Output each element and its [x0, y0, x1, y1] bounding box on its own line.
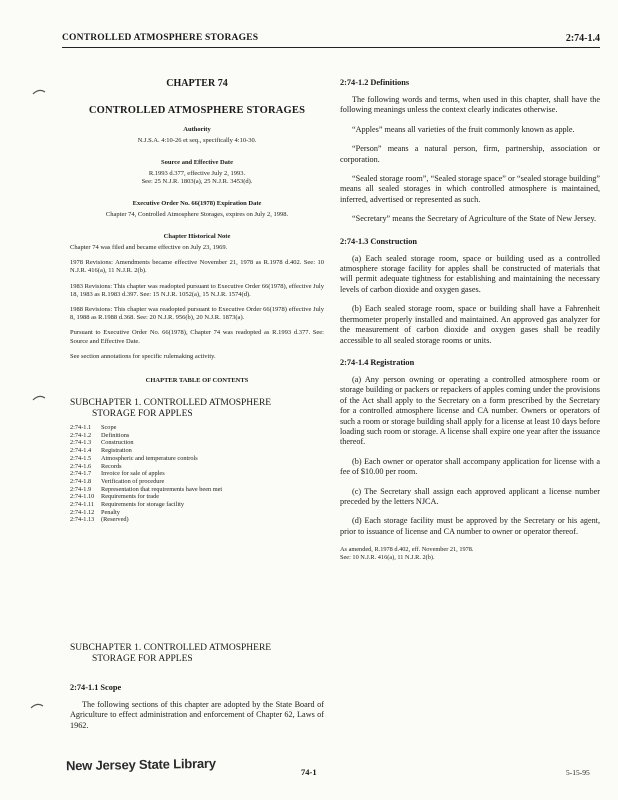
toc-title: Requirements for storage facility	[101, 501, 185, 509]
toc-number: 2:74-1.6	[70, 462, 92, 470]
toc-title: Invoice for sale of apples	[101, 470, 165, 478]
history-notes	[70, 244, 324, 361]
definitions-heading: 2:74-1.2 Definitions	[340, 78, 410, 87]
history-note: Pursuant to Executive Order No. 66(1978), Chapter 74 was readopted as R.1993 d.377. See: Source and Effective Date.	[70, 329, 324, 345]
toc-number: 2:74-1.13	[70, 516, 95, 524]
toc-row	[70, 516, 324, 524]
toc-row	[70, 432, 324, 440]
header-rule	[62, 47, 600, 48]
toc-number: 2:74-1.2	[70, 431, 92, 439]
header-section-code: 2:74-1.4	[565, 33, 600, 44]
amendment-line: See: 10 N.J.R. 416(a), 11 N.J.R. 2(b).	[340, 554, 435, 562]
amendment-line: As amended, R.1978 d.402, eff. November 21, 1978.	[340, 546, 474, 554]
registration-paragraph: (b) Each owner or operator shall accompany application for license with a fee of $10.00 per room.	[340, 456, 600, 477]
toc-number: 2:74-1.9	[70, 485, 92, 493]
executive-order-heading: Executive Order No. 66(1978) Expiration Date	[132, 200, 262, 207]
construction-paragraph: (b) Each sealed storage room, space or building shall have a Fahrenheit thermometer properly installed and maintained. An approved gas analyzer for the measurement of carbon dioxide and oxygen gases shall be readily accessible to all sealed storage rooms or units.	[340, 304, 600, 345]
toc-row	[70, 478, 324, 486]
punch-hole-mark	[32, 392, 46, 402]
toc-number: 2:74-1.8	[70, 477, 92, 485]
toc-title: Scope	[101, 424, 117, 432]
toc-row	[70, 439, 324, 447]
source-line-2: See: 25 N.J.R. 1803(a), 25 N.J.R. 3453(d).	[141, 178, 253, 185]
toc-row	[70, 424, 324, 432]
source-text	[70, 170, 324, 186]
toc-number: 2:74-1.12	[70, 508, 95, 516]
history-heading: Chapter Historical Note	[163, 233, 231, 240]
executive-order-text: Chapter 74, Controlled Atmosphere Storages, expires on July 2, 1998.	[105, 211, 289, 218]
toc-title: Construction	[101, 439, 134, 447]
toc-subchapter-title	[70, 398, 324, 419]
subchapter-line-1: SUBCHAPTER 1. CONTROLLED ATMOSPHERE	[70, 643, 272, 653]
toc-number: 2:74-1.3	[70, 439, 92, 447]
toc-row	[70, 447, 324, 455]
toc-subchapter-line-2: STORAGE FOR APPLES	[92, 408, 193, 419]
registration-paragraph: (d) Each storage facility must be approved by the Secretary or his agent, prior to issuance of license and CA number to owner or operator thereof.	[340, 516, 600, 536]
registration-heading: 2:74-1.4 Registration	[340, 357, 415, 367]
toc-subchapter-line-1: SUBCHAPTER 1. CONTROLLED ATMOSPHERE	[70, 398, 272, 409]
definition-paragraph: “Sealed storage room”, “Sealed storage space” or “sealed storage building” means all sealed storages in which controlled atmosphere is maintained, inferred, advertised or represented as such.	[340, 174, 600, 204]
toc-title: Definitions	[101, 431, 130, 439]
toc-number: 2:74-1.11	[70, 501, 95, 509]
toc-row	[70, 455, 324, 463]
table-of-contents	[70, 424, 324, 524]
toc-row	[70, 463, 324, 471]
left-column	[70, 66, 324, 524]
toc-title: Records	[101, 462, 122, 470]
toc-title: Verification of procedure	[101, 477, 165, 485]
toc-number: 2:74-1.10	[70, 493, 95, 501]
construction-paragraph: (a) Each sealed storage room, space or building used as a controlled atmosphere storage facility for apples shall be constructed of materials that will permit adequate tightness for establishing and maintaining the necessary levels of carbon dioxide and oxygen gases.	[340, 253, 600, 294]
toc-row	[70, 509, 324, 517]
subchapter-line-2: STORAGE FOR APPLES	[92, 653, 193, 664]
definition-paragraph: “Apples” means all varieties of the fruit commonly known as apple.	[352, 124, 575, 134]
source-heading: Source and Effective Date	[161, 159, 233, 166]
definition-paragraph: The following words and terms, when used in this chapter, shall have the following meanings unless the context clearly indicates otherwise.	[340, 95, 600, 115]
toc-title: (Reserved)	[101, 516, 129, 524]
registration-paragraph: (a) Any person owning or operating a controlled atmosphere room or storage building or packers or repackers of apples coming under the provisions of the Act shall apply to the Secretary on a form prescribed by the Secretary for a controlled atmosphere license and CA number. Owners or operators of such a room or storage building shall apply for a license at least 10 days before loading such room or storage. A license shall expire one year after the issuance thereof.	[340, 374, 600, 447]
history-note: 1988 Revisions: This chapter was readopted pursuant to Executive Order 66(1978) effective July 8, 1988 as R.1988 d.368. See: 20 N.J.R. 956(b), 20 N.J.R. 1873(a).	[70, 306, 324, 322]
scope-text: The following sections of this chapter are adopted by the State Board of Agriculture to effect administration and enforcement of Chapter 62, Laws of 1962.	[70, 700, 324, 730]
history-note: See section annotations for specific rulemaking activity.	[70, 352, 216, 360]
amendment-note	[340, 546, 600, 562]
registration-paragraph: (c) The Secretary shall assign each approved applicant a license number preceded by the letters NJCA.	[340, 486, 600, 506]
running-header	[62, 33, 600, 47]
page-number: 74-1	[301, 767, 317, 777]
chapter-number: CHAPTER 74	[166, 78, 228, 89]
scope-heading: 2:74-1.1 Scope	[70, 683, 122, 692]
history-note: 1978 Revisions: Amendments became effective November 21, 1978 as R.1978 d.402. See: 10 N.J.R. 416(a), 11 N.J.R. 2(b).	[70, 259, 324, 275]
construction-heading: 2:74-1.3 Construction	[340, 236, 417, 246]
punch-hole-mark	[30, 700, 44, 710]
toc-row	[70, 493, 324, 501]
toc-title: Registration	[101, 447, 132, 455]
header-title: CONTROLLED ATMOSPHERE STORAGES	[62, 33, 259, 43]
toc-title: Representation that requirements have been met	[101, 485, 223, 493]
definition-paragraph: “Secretary” means the Secretary of Agriculture of the State of New Jersey.	[352, 214, 597, 224]
toc-number: 2:74-1.7	[70, 470, 92, 478]
toc-row	[70, 470, 324, 478]
page-date: 5-15-95	[566, 768, 590, 777]
source-line-1: R.1993 d.377, effective July 2, 1993.	[148, 170, 246, 177]
definition-paragraph: “Person” means a natural person, firm, partnership, association or corporation.	[340, 144, 600, 164]
toc-row	[70, 486, 324, 494]
toc-title: Penalty	[101, 508, 120, 516]
toc-title: Atmospheric and temperature controls	[101, 454, 198, 462]
history-note: 1983 Revisions: This chapter was readopted pursuant to Executive Order 66(1978), effective July 18, 1983 as R.1983 d.397. See: 15 N.J.R. 1052(a), 15 N.J.R. 1574(d).	[70, 282, 324, 298]
chapter-title: CONTROLLED ATMOSPHERE STORAGES	[88, 105, 306, 116]
toc-number: 2:74-1.5	[70, 454, 92, 462]
toc-number: 2:74-1.4	[70, 447, 92, 455]
toc-number: 2:74-1.1	[70, 424, 92, 432]
punch-hole-mark	[32, 86, 46, 96]
library-stamp: New Jersey State Library	[65, 755, 216, 774]
toc-heading: CHAPTER TABLE OF CONTENTS	[145, 377, 249, 385]
authority-text: N.J.S.A. 4:10-26 et seq., specifically 4:10-30.	[137, 137, 257, 144]
history-note: Chapter 74 was filed and became effective on July 23, 1969.	[70, 244, 228, 251]
toc-row	[70, 501, 324, 509]
toc-title: Requirements for trade	[101, 493, 160, 501]
subchapter-title	[70, 643, 324, 664]
subchapter-section	[70, 643, 324, 740]
right-column	[340, 66, 600, 562]
authority-heading: Authority	[183, 126, 211, 133]
